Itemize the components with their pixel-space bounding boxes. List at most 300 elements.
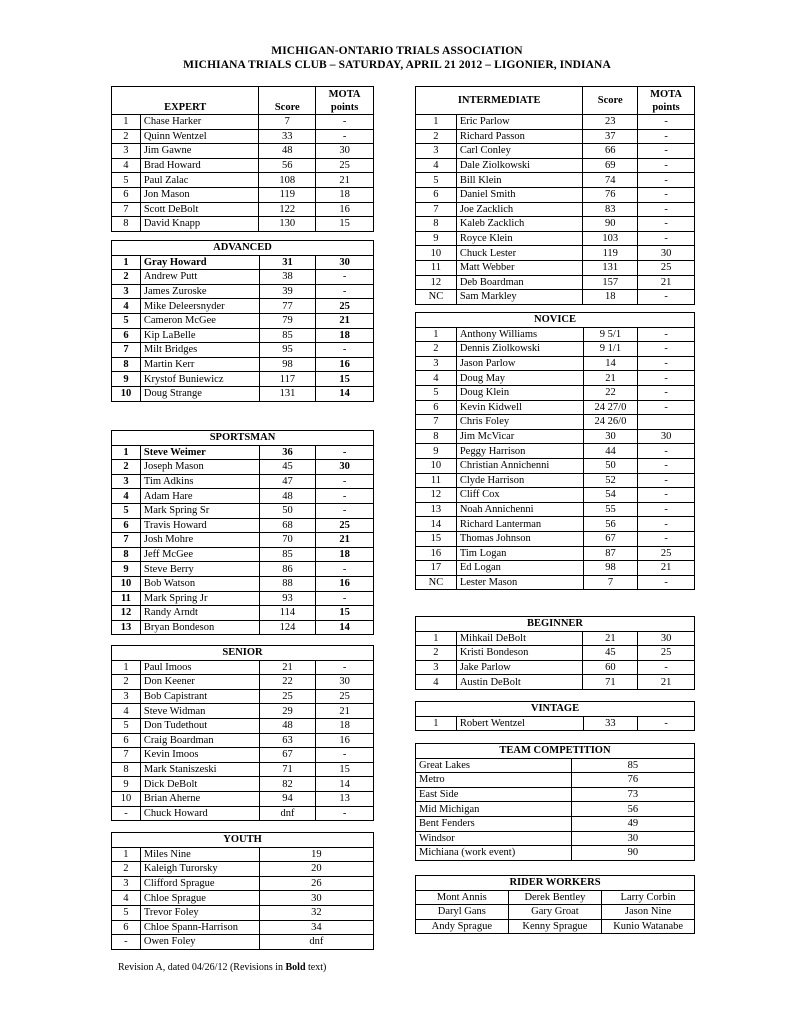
team-rows <box>416 758 695 860</box>
rank-cell: 4 <box>112 299 141 314</box>
rank-cell: 10 <box>112 576 141 591</box>
mota-points-cell: 25 <box>316 299 374 314</box>
table-row <box>416 400 695 415</box>
rider-name-cell: Kevin Kidwell <box>456 400 583 415</box>
rider-name-cell: Jon Mason <box>140 187 259 202</box>
rank-cell: 7 <box>112 533 141 548</box>
rank-cell: 6 <box>112 518 141 533</box>
table-row <box>112 386 374 401</box>
novice-table <box>415 312 695 590</box>
score-cell: 119 <box>583 246 638 261</box>
rank-cell: 11 <box>416 473 457 488</box>
table-row <box>112 503 374 518</box>
mota-points-cell: - <box>638 385 695 400</box>
mota-points-cell: - <box>638 488 695 503</box>
table-row <box>416 488 695 503</box>
mota-points-cell: - <box>316 806 374 821</box>
mota-points-cell: 25 <box>638 260 695 275</box>
table-row <box>112 217 374 232</box>
rider-name-cell: Scott DeBolt <box>140 202 259 217</box>
score-cell: 30 <box>259 891 373 906</box>
rider-name-cell: Doug Klein <box>456 385 583 400</box>
table-row <box>416 144 695 159</box>
senior-table <box>111 645 374 821</box>
score-cell: 32 <box>259 905 373 920</box>
table-row <box>112 920 374 935</box>
table-row <box>416 202 695 217</box>
mota-points-cell: - <box>638 660 695 675</box>
intermediate-rows <box>416 115 695 305</box>
score-cell: 33 <box>259 129 316 144</box>
rider-name-cell: Steve Widman <box>140 704 259 719</box>
rider-name-cell: Owen Foley <box>140 935 259 950</box>
mota-points-cell: - <box>316 445 374 460</box>
worker-name-cell: Mont Annis <box>416 890 509 905</box>
score-cell: 85 <box>259 547 316 562</box>
rank-cell: 6 <box>112 328 141 343</box>
table-row <box>416 458 695 473</box>
team-score-cell: 30 <box>571 831 694 846</box>
table-row <box>416 716 695 731</box>
mota-points-cell: - <box>638 531 695 546</box>
score-cell: 38 <box>259 270 316 285</box>
table-row <box>416 115 695 130</box>
mota-points-cell: - <box>638 158 695 173</box>
rider-name-cell: Mike Deleersnyder <box>140 299 259 314</box>
rank-cell: 14 <box>416 517 457 532</box>
rank-cell: 3 <box>112 144 141 159</box>
table-row <box>112 606 374 621</box>
document-header <box>0 44 794 72</box>
mota-points-header: MOTA points <box>638 87 695 115</box>
mota-points-cell <box>638 415 695 430</box>
table-row <box>416 129 695 144</box>
rider-name-cell: Mark Spring Sr <box>140 503 259 518</box>
table-row <box>112 489 374 504</box>
rider-name-cell: Mark Staniszeski <box>140 762 259 777</box>
score-cell: 68 <box>259 518 316 533</box>
score-cell: 21 <box>259 660 316 675</box>
table-row <box>416 327 695 342</box>
team-name-cell: Great Lakes <box>416 758 572 773</box>
score-cell: 130 <box>259 217 316 232</box>
rank-cell: 9 <box>416 444 457 459</box>
score-cell: 56 <box>259 158 316 173</box>
mota-points-cell: - <box>638 458 695 473</box>
mota-points-cell: 21 <box>638 561 695 576</box>
score-cell: 22 <box>583 385 638 400</box>
mota-points-cell: - <box>638 444 695 459</box>
table-row <box>112 862 374 877</box>
rider-name-cell: Chuck Howard <box>140 806 259 821</box>
table-row <box>416 415 695 430</box>
rank-cell: 1 <box>112 445 141 460</box>
mota-points-cell: - <box>638 327 695 342</box>
rank-cell: 3 <box>416 356 457 371</box>
rider-name-cell: Adam Hare <box>140 489 259 504</box>
rank-cell: 2 <box>112 862 141 877</box>
table-row <box>416 646 695 661</box>
rank-cell: 9 <box>112 562 141 577</box>
rider-name-cell: Doug May <box>456 371 583 386</box>
table-row <box>416 444 695 459</box>
rider-name-cell: Quinn Wentzel <box>140 129 259 144</box>
team-name-cell: Metro <box>416 773 572 788</box>
rider-name-cell: Daniel Smith <box>456 187 583 202</box>
table-row <box>112 445 374 460</box>
rider-name-cell: Eric Parlow <box>456 115 583 130</box>
mota-points-cell: 14 <box>316 386 374 401</box>
mota-points-cell: - <box>316 284 374 299</box>
mota-points-cell: 25 <box>316 158 374 173</box>
rider-name-cell: Steve Berry <box>140 562 259 577</box>
score-header: Score <box>259 87 316 115</box>
rider-name-cell: Trevor Foley <box>140 905 259 920</box>
score-cell: 90 <box>583 217 638 232</box>
mota-points-cell: 21 <box>316 533 374 548</box>
vintage-table <box>415 701 695 731</box>
rider-name-cell: Deb Boardman <box>456 275 583 290</box>
table-row <box>416 546 695 561</box>
table-row <box>112 689 374 704</box>
table-row <box>112 762 374 777</box>
rank-cell: 15 <box>416 531 457 546</box>
score-cell: 60 <box>583 660 638 675</box>
score-cell: 37 <box>583 129 638 144</box>
score-cell: 39 <box>259 284 316 299</box>
score-cell: dnf <box>259 935 373 950</box>
score-cell: 71 <box>583 675 638 690</box>
rank-cell: 8 <box>112 357 141 372</box>
score-cell: 63 <box>259 733 316 748</box>
rank-cell: 8 <box>112 217 141 232</box>
score-cell: 45 <box>259 460 316 475</box>
mota-points-cell: - <box>638 217 695 232</box>
team-score-cell: 56 <box>571 802 694 817</box>
rider-name-cell: Tim Logan <box>456 546 583 561</box>
table-row <box>416 173 695 188</box>
rank-cell: 10 <box>416 458 457 473</box>
team-score-cell: 90 <box>571 846 694 861</box>
rider-name-cell: Clyde Harrison <box>456 473 583 488</box>
rank-cell: 1 <box>112 660 141 675</box>
youth-rows <box>112 847 374 949</box>
score-cell: 157 <box>583 275 638 290</box>
table-row <box>416 231 695 246</box>
score-cell: 95 <box>259 343 316 358</box>
score-cell: 52 <box>583 473 638 488</box>
mota-points-cell: - <box>638 400 695 415</box>
score-cell: 55 <box>583 502 638 517</box>
table-row <box>112 576 374 591</box>
rider-name-cell: Sam Markley <box>456 290 583 305</box>
mota-points-cell: - <box>638 144 695 159</box>
revision-note: Revision A, dated 04/26/12 (Revisions in Bold text) <box>118 962 327 973</box>
score-cell: dnf <box>259 806 316 821</box>
score-cell: 25 <box>259 689 316 704</box>
mota-points-cell: 16 <box>316 733 374 748</box>
score-cell: 44 <box>583 444 638 459</box>
table-row <box>112 474 374 489</box>
rank-cell: 8 <box>416 429 457 444</box>
mota-points-cell: - <box>638 356 695 371</box>
mota-points-cell: 15 <box>316 372 374 387</box>
table-row <box>112 518 374 533</box>
rider-name-cell: Christian Annichenni <box>456 458 583 473</box>
table-row <box>112 891 374 906</box>
team-name-cell: Windsor <box>416 831 572 846</box>
beginner-table <box>415 616 695 690</box>
table-row <box>112 202 374 217</box>
mota-points-cell: - <box>638 502 695 517</box>
rider-name-cell: Bryan Bondeson <box>140 620 259 635</box>
rider-name-cell: Peggy Harrison <box>456 444 583 459</box>
mota-points-cell: 16 <box>316 202 374 217</box>
rider-name-cell: Noah Annichenni <box>456 502 583 517</box>
mota-points-cell: - <box>316 343 374 358</box>
score-cell: 66 <box>583 144 638 159</box>
rank-cell: 2 <box>416 129 457 144</box>
score-cell: 14 <box>583 356 638 371</box>
rank-cell: NC <box>416 575 457 590</box>
rank-cell: 7 <box>416 415 457 430</box>
rider-name-cell: Kristi Bondeson <box>456 646 583 661</box>
score-cell: 23 <box>583 115 638 130</box>
mota-points-cell: - <box>638 473 695 488</box>
table-row <box>112 806 374 821</box>
mota-points-cell: 15 <box>316 762 374 777</box>
score-cell: 48 <box>259 489 316 504</box>
rider-name-cell: Craig Boardman <box>140 733 259 748</box>
score-cell: 34 <box>259 920 373 935</box>
score-cell: 69 <box>583 158 638 173</box>
rank-cell: 3 <box>112 689 141 704</box>
mota-points-cell: - <box>638 342 695 357</box>
worker-name-cell: Gary Groat <box>508 905 602 920</box>
intermediate-table <box>415 86 695 305</box>
score-cell: 7 <box>583 575 638 590</box>
mota-points-cell: - <box>638 187 695 202</box>
rider-name-cell: Milt Bridges <box>140 343 259 358</box>
table-row <box>416 502 695 517</box>
rider-name-cell: Martin Kerr <box>140 357 259 372</box>
score-cell: 20 <box>259 862 373 877</box>
rank-cell: 2 <box>112 675 141 690</box>
rider-name-cell: Joe Zacklich <box>456 202 583 217</box>
score-cell: 56 <box>583 517 638 532</box>
rank-cell: 3 <box>112 474 141 489</box>
youth-title: YOUTH <box>112 833 374 848</box>
rider-name-cell: Josh Mohre <box>140 533 259 548</box>
table-row <box>112 173 374 188</box>
score-cell: 108 <box>259 173 316 188</box>
rank-cell: 7 <box>112 748 141 763</box>
mota-points-cell: - <box>316 591 374 606</box>
score-cell: 77 <box>259 299 316 314</box>
table-row <box>112 187 374 202</box>
table-row <box>416 275 695 290</box>
rank-cell: 1 <box>112 255 141 270</box>
rank-cell: 5 <box>112 718 141 733</box>
score-cell: 79 <box>259 313 316 328</box>
score-cell: 22 <box>259 675 316 690</box>
table-row <box>416 890 695 905</box>
rider-name-cell: Richard Passon <box>456 129 583 144</box>
mota-points-cell: 21 <box>316 173 374 188</box>
advanced-rows <box>112 255 374 401</box>
rank-cell: 6 <box>416 400 457 415</box>
rank-cell: 4 <box>112 891 141 906</box>
score-cell: 24 26/0 <box>583 415 638 430</box>
rider-name-cell: Steve Weimer <box>140 445 259 460</box>
score-cell: 45 <box>583 646 638 661</box>
team-score-cell: 85 <box>571 758 694 773</box>
table-row <box>416 905 695 920</box>
table-row <box>112 144 374 159</box>
table-row <box>416 158 695 173</box>
table-row <box>416 816 695 831</box>
team-score-cell: 76 <box>571 773 694 788</box>
table-row <box>112 115 374 130</box>
rank-cell: 13 <box>112 620 141 635</box>
intermediate-title: INTERMEDIATE <box>416 87 583 115</box>
rider-name-cell: Don Keener <box>140 675 259 690</box>
rider-name-cell: Bob Capistrant <box>140 689 259 704</box>
novice-title: NOVICE <box>416 313 695 328</box>
rider-name-cell: Bill Klein <box>456 173 583 188</box>
rider-name-cell: Chloe Spann-Harrison <box>140 920 259 935</box>
score-cell: 24 27/0 <box>583 400 638 415</box>
rider-name-cell: Kip LaBelle <box>140 328 259 343</box>
score-cell: 48 <box>259 718 316 733</box>
mota-points-cell: - <box>316 748 374 763</box>
table-row <box>416 290 695 305</box>
score-cell: 98 <box>259 357 316 372</box>
table-row <box>112 357 374 372</box>
table-row <box>416 919 695 934</box>
score-cell: 74 <box>583 173 638 188</box>
rank-cell: 5 <box>112 313 141 328</box>
table-row <box>112 299 374 314</box>
beginner-title: BEGINNER <box>416 617 695 632</box>
table-row <box>112 935 374 950</box>
rank-cell: 5 <box>112 905 141 920</box>
mota-points-cell: 30 <box>638 429 695 444</box>
rank-cell: 16 <box>416 546 457 561</box>
mota-points-cell: 25 <box>316 518 374 533</box>
score-cell: 82 <box>259 777 316 792</box>
table-row <box>416 846 695 861</box>
table-row <box>112 313 374 328</box>
table-row <box>416 802 695 817</box>
rider-name-cell: Andrew Putt <box>140 270 259 285</box>
table-row <box>112 591 374 606</box>
mota-points-cell: - <box>316 474 374 489</box>
rank-cell: 12 <box>112 606 141 621</box>
score-cell: 98 <box>583 561 638 576</box>
mota-points-cell: - <box>638 202 695 217</box>
team-name-cell: East Side <box>416 787 572 802</box>
mota-points-cell: - <box>638 290 695 305</box>
rank-cell: 6 <box>112 920 141 935</box>
score-cell: 71 <box>259 762 316 777</box>
score-cell: 21 <box>583 631 638 646</box>
rider-name-cell: Dennis Ziolkowski <box>456 342 583 357</box>
rider-name-cell: Krystof Buniewicz <box>140 372 259 387</box>
table-row <box>112 284 374 299</box>
table-row <box>112 660 374 675</box>
workers-rows <box>416 890 695 934</box>
table-row <box>416 787 695 802</box>
mota-points-cell: 16 <box>316 576 374 591</box>
rank-cell: 4 <box>416 675 457 690</box>
mota-points-cell: 21 <box>638 675 695 690</box>
table-row <box>416 531 695 546</box>
rank-cell: 10 <box>416 246 457 261</box>
rank-cell: 8 <box>112 762 141 777</box>
table-row <box>416 517 695 532</box>
score-cell: 122 <box>259 202 316 217</box>
worker-name-cell: Kunio Watanabe <box>602 919 695 934</box>
mota-points-cell: 30 <box>316 144 374 159</box>
score-cell: 67 <box>259 748 316 763</box>
vintage-title: VINTAGE <box>416 702 695 717</box>
rider-name-cell: Richard Lanterman <box>456 517 583 532</box>
table-row <box>112 270 374 285</box>
table-row <box>416 246 695 261</box>
table-row <box>416 758 695 773</box>
team-score-cell: 49 <box>571 816 694 831</box>
rank-cell: 5 <box>112 503 141 518</box>
table-row <box>416 429 695 444</box>
worker-name-cell: Kenny Sprague <box>508 919 602 934</box>
mota-points-cell: 16 <box>316 357 374 372</box>
mota-points-cell: - <box>316 562 374 577</box>
mota-points-cell: - <box>638 716 695 731</box>
mota-points-cell: - <box>638 129 695 144</box>
table-row <box>112 675 374 690</box>
mota-points-cell: 18 <box>316 328 374 343</box>
rank-cell: NC <box>416 290 457 305</box>
table-row <box>112 733 374 748</box>
table-row <box>416 675 695 690</box>
mota-points-cell: 30 <box>316 675 374 690</box>
rider-name-cell: Doug Strange <box>140 386 259 401</box>
table-row <box>112 255 374 270</box>
table-row <box>416 561 695 576</box>
rider-name-cell: Chris Foley <box>456 415 583 430</box>
rider-workers-table <box>415 875 695 934</box>
rank-cell: 3 <box>416 660 457 675</box>
rider-name-cell: Joseph Mason <box>140 460 259 475</box>
rider-name-cell: Dick DeBolt <box>140 777 259 792</box>
rank-cell: 9 <box>112 372 141 387</box>
mota-points-cell: 30 <box>638 631 695 646</box>
rider-name-cell: Jake Parlow <box>456 660 583 675</box>
table-row <box>112 129 374 144</box>
rank-cell: 1 <box>416 716 457 731</box>
rider-name-cell: Mihkail DeBolt <box>456 631 583 646</box>
score-cell: 131 <box>259 386 316 401</box>
mota-points-cell: 15 <box>316 217 374 232</box>
rank-cell: 3 <box>112 876 141 891</box>
rank-cell: - <box>112 806 141 821</box>
table-row <box>112 158 374 173</box>
table-row <box>112 847 374 862</box>
rider-name-cell: Miles Nine <box>140 847 259 862</box>
expert-title: EXPERT <box>112 87 259 115</box>
score-cell: 48 <box>259 144 316 159</box>
